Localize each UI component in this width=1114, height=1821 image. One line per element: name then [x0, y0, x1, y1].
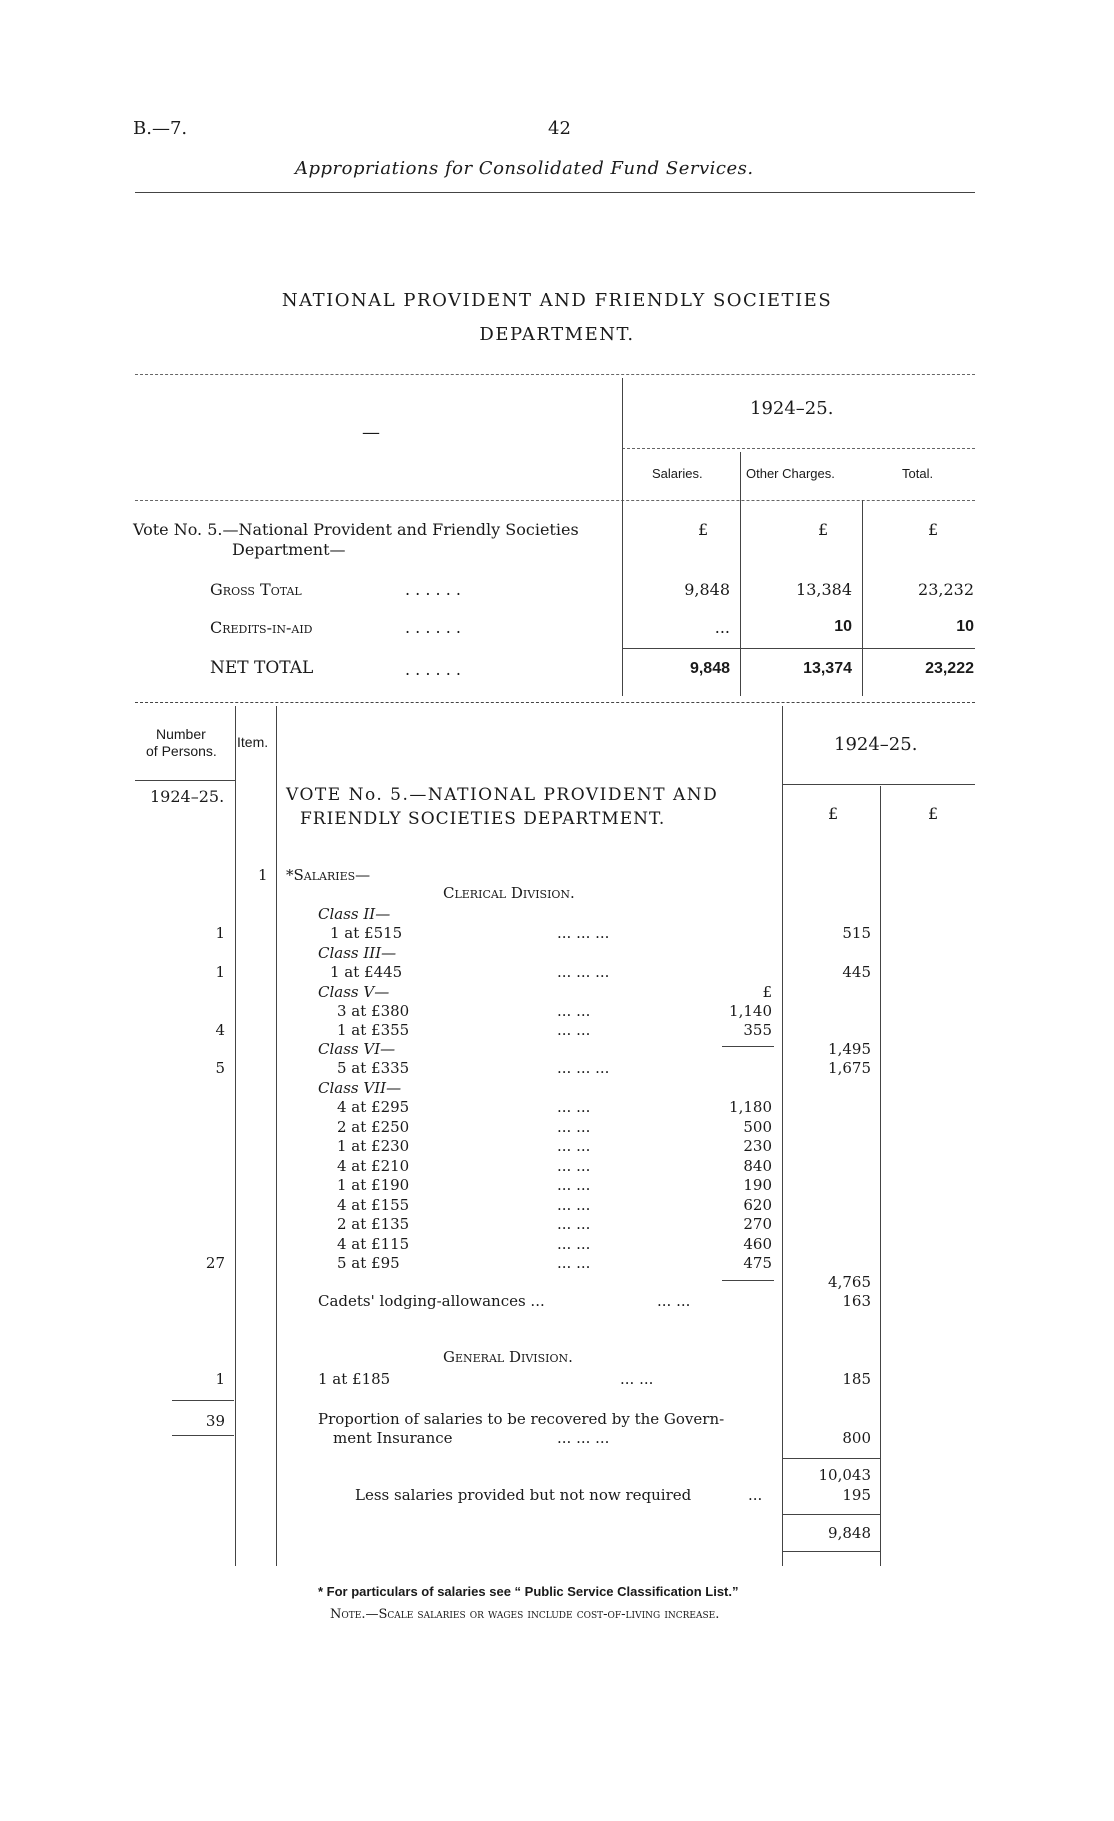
- leader-dots: ... ...: [657, 1292, 691, 1310]
- sub-amount: 840: [743, 1156, 772, 1175]
- summary-row-label: NET TOTAL: [210, 658, 314, 678]
- amount: 4,765: [828, 1273, 871, 1291]
- persons-total-rule-bottom: [172, 1435, 234, 1436]
- summary-row-dots: . . . . . .: [405, 660, 461, 679]
- persons-count: 1: [215, 924, 225, 942]
- summary-row-other: 13,384: [796, 580, 852, 599]
- detail-year: 1924–25.: [834, 734, 918, 755]
- final-rule: [783, 1551, 880, 1552]
- summary-vote-line1: Vote No. 5.—National Provident and Friendly Societies: [133, 520, 579, 539]
- summary-currency-1: £: [698, 520, 709, 539]
- class-heading: Class VII—: [318, 1079, 402, 1097]
- sub-amount: 355: [743, 1021, 772, 1039]
- sub-amount: 270: [743, 1215, 772, 1233]
- leader-dots: ... ...: [557, 1002, 591, 1020]
- less-line: Less salaries provided but not now required: [355, 1486, 692, 1504]
- sub-amount: 620: [743, 1195, 772, 1214]
- page-ref: B.—7.: [133, 118, 188, 139]
- amount: 1,675: [828, 1059, 871, 1077]
- summary-row-other: 13,374: [803, 660, 852, 677]
- class-heading: Class II—: [318, 905, 391, 923]
- detail-persons-year: 1924–25.: [150, 787, 225, 806]
- salary-line: 1 at £190: [337, 1176, 410, 1194]
- amount: 515: [842, 924, 871, 942]
- salary-line: 1 at £230: [337, 1137, 410, 1155]
- final-amount: 9,848: [828, 1524, 871, 1542]
- leader-dots: ... ... ...: [557, 924, 610, 942]
- leader-dots: ... ... ...: [557, 1429, 610, 1447]
- summary-row-salaries: 9,848: [689, 660, 730, 677]
- detail-persons-rule: [135, 780, 235, 781]
- summary-col-salaries: Salaries.: [652, 466, 703, 481]
- persons-count: 1: [215, 963, 225, 981]
- summary-row-dots: . . . . . .: [405, 580, 461, 599]
- summary-row-other: 10: [834, 618, 852, 635]
- salary-line: 1 at £185: [318, 1370, 391, 1388]
- summary-net-rule: [622, 648, 975, 649]
- summary-row-total: 23,222: [925, 660, 974, 677]
- amount: 185: [842, 1370, 871, 1388]
- salary-line: 5 at £95: [337, 1254, 400, 1272]
- detail-top-rule: [135, 702, 975, 703]
- amount: 800: [842, 1429, 871, 1447]
- detail-col-item: Item.: [237, 734, 269, 750]
- summary-year-rule: [622, 448, 975, 449]
- sub-amount: 1,180: [729, 1098, 772, 1116]
- amount: 163: [842, 1292, 871, 1310]
- department-title-line2: DEPARTMENT.: [479, 324, 635, 345]
- detail-vote-line2: FRIENDLY SOCIETIES DEPARTMENT.: [300, 809, 666, 829]
- leader-dots: ... ...: [557, 1156, 591, 1175]
- footnote-note: Note.—Scale salaries or wages include cost-of-living increase.: [330, 1607, 720, 1622]
- cadets-line: Cadets' lodging-allowances ...: [318, 1292, 545, 1310]
- summary-head-rule: [135, 500, 975, 501]
- leader-dots: ... ...: [557, 1098, 591, 1116]
- sub-amount: 500: [743, 1117, 772, 1136]
- salary-line: 2 at £135: [337, 1215, 410, 1233]
- salary-line: 2 at £250: [337, 1117, 410, 1136]
- summary-currency-2: £: [818, 520, 829, 539]
- class-heading: Class VI—: [318, 1040, 396, 1058]
- salaries-heading: *Salaries—: [286, 866, 371, 884]
- subtotal-rule: [722, 1046, 774, 1047]
- detail-vote-line1: VOTE No. 5.—NATIONAL PROVIDENT AND: [286, 785, 719, 805]
- leader-dots: ... ...: [620, 1370, 654, 1388]
- persons-count: 5: [215, 1059, 225, 1077]
- summary-row-total: 23,232: [918, 580, 974, 599]
- salary-line: 4 at £295: [337, 1098, 410, 1116]
- detail-col-number: Number: [156, 726, 206, 742]
- footnote-classification: * For particulars of salaries see “ Public Service Classification List.”: [318, 1584, 739, 1599]
- leader-dots: ... ...: [557, 1176, 591, 1194]
- general-division-heading: General Division.: [443, 1348, 573, 1366]
- detail-currency-2: £: [928, 804, 939, 823]
- salary-line: 5 at £335: [337, 1059, 410, 1077]
- summary-row-dots: . . . . . .: [405, 618, 461, 637]
- persons-count: 1: [215, 1370, 225, 1388]
- salary-line: 4 at £155: [337, 1195, 410, 1214]
- proportion-line1: Proportion of salaries to be recovered by the Govern-: [318, 1410, 725, 1428]
- salary-line: 4 at £115: [337, 1234, 410, 1253]
- sub-amount: 190: [743, 1176, 772, 1194]
- detail-vline-amount: [880, 786, 881, 1566]
- page-number: 42: [548, 118, 571, 139]
- detail-currency-1: £: [828, 804, 839, 823]
- sub-amount: 460: [743, 1234, 772, 1253]
- leader-dots: ... ...: [557, 1215, 591, 1233]
- summary-row-salaries: 9,848: [684, 580, 730, 599]
- summary-vote-line2: Department—: [232, 540, 346, 559]
- summary-year: 1924–25.: [750, 398, 834, 419]
- summary-top-rule: [135, 374, 975, 375]
- class-heading: Class V—: [318, 983, 390, 1001]
- pound-sign: £: [762, 983, 772, 1001]
- persons-count: 27: [205, 1254, 225, 1272]
- header-rule: [135, 192, 975, 193]
- page-subtitle: Appropriations for Consolidated Fund Services.: [295, 158, 754, 179]
- summary-col-total: Total.: [902, 466, 934, 481]
- sub-amount: 230: [743, 1137, 772, 1155]
- amount: 10,043: [818, 1466, 871, 1484]
- amount: 445: [842, 963, 871, 981]
- department-title: NATIONAL PROVIDENT AND FRIENDLY SOCIETIES: [281, 290, 833, 311]
- leader-dots: ... ...: [557, 1234, 591, 1253]
- detail-amount-rule: [783, 784, 975, 785]
- persons-total: 39: [205, 1412, 225, 1430]
- summary-row-salaries: ...: [714, 618, 730, 637]
- leader-dots: ... ...: [557, 1021, 591, 1039]
- detail-vline-item: [276, 706, 277, 1566]
- subtotal-rule: [783, 1458, 880, 1459]
- sub-amount: 475: [743, 1254, 772, 1272]
- subtotal-rule: [783, 1514, 880, 1515]
- leader-dots: ... ...: [557, 1254, 591, 1272]
- leader-dots: ...: [748, 1486, 763, 1504]
- clerical-division-heading: Clerical Division.: [443, 884, 575, 902]
- detail-col-number2: of Persons.: [146, 743, 217, 759]
- subtotal-rule: [722, 1280, 774, 1281]
- leader-dots: ... ... ...: [557, 1059, 610, 1077]
- salary-line: 4 at £210: [337, 1156, 410, 1175]
- salary-line: 1 at £445: [330, 963, 403, 981]
- sub-amount: 1,140: [729, 1002, 772, 1020]
- summary-row-label: Gross Total: [210, 580, 302, 599]
- summary-col-other: Other Charges.: [746, 466, 835, 481]
- summary-row-label: Credits-in-aid: [210, 618, 313, 637]
- summary-dash: —: [362, 422, 380, 443]
- summary-row-total: 10: [956, 618, 974, 635]
- class-heading: Class III—: [318, 944, 397, 962]
- persons-count: 4: [215, 1021, 225, 1039]
- amount: 1,495: [828, 1040, 871, 1058]
- detail-item-number: 1: [258, 866, 268, 884]
- salary-line: 1 at £355: [337, 1021, 410, 1039]
- salary-line: 1 at £515: [330, 924, 403, 942]
- persons-total-rule: [172, 1400, 234, 1401]
- leader-dots: ... ...: [557, 1137, 591, 1155]
- proportion-line2: ment Insurance: [333, 1429, 453, 1447]
- leader-dots: ... ...: [557, 1195, 591, 1214]
- summary-currency-3: £: [928, 520, 939, 539]
- detail-vline-persons: [235, 706, 236, 1566]
- amount: 195: [842, 1486, 871, 1504]
- leader-dots: ... ...: [557, 1117, 591, 1136]
- salary-line: 3 at £380: [337, 1002, 410, 1020]
- leader-dots: ... ... ...: [557, 963, 610, 981]
